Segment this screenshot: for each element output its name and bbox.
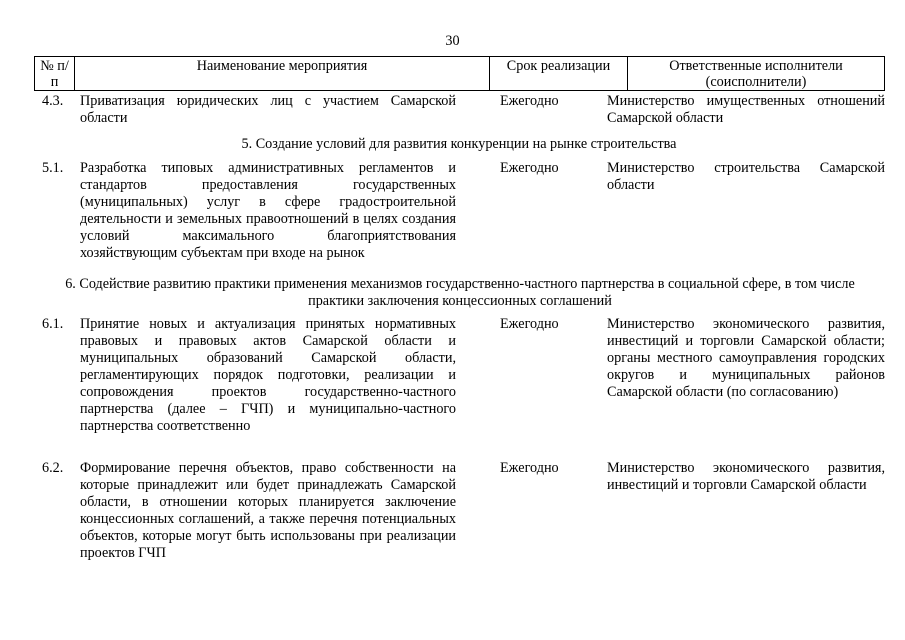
header-name: Наименование мероприятия [75, 57, 490, 91]
row-term: Ежегодно [500, 160, 559, 176]
row-name: Разработка типовых административных регламентов и стандартов предоставления государственных (муниципальных) услуг в сфере градостроительной деятельности и земельных правоотношений в целях создания условий максимального благоприятствования хозяйствующим субъектам при входе на рынок [80, 160, 456, 261]
row-name: Приватизация юридических лиц с участием Самарской области [80, 93, 456, 126]
row-num: 5.1. [42, 160, 64, 176]
row-num: 4.3. [42, 93, 64, 109]
row-resp: Министерство имущественных отношений Самарской области [607, 93, 885, 126]
row-name: Принятие новых и актуализация принятых нормативных правовых и правовых актов Самарской области и муниципальных образований Самарской области, регламентирующих порядок подготовки, реализации и сопровождения проектов государственно-частного партнерства (далее – ГЧП) и муниципально-частного партнерства соответственно [80, 316, 456, 434]
header-term: Срок реализации [490, 57, 628, 91]
header-resp: Ответственные исполнители (соисполнители) [628, 57, 885, 91]
section-title: 5. Создание условий для развития конкуренции на рынке строительства [241, 136, 677, 152]
section-title: 6. Содействие развитию практики применения механизмов государственно-частного партнерства в социальной сфере, в том числе практики заключения концессионных соглашений [65, 276, 855, 309]
page-number: 30 [445, 33, 460, 49]
row-name: Формирование перечня объектов, право собственности на которые принадлежит или будет принадлежать Самарской области, в отношении которых планируется заключение концессионных соглашений, а также перечня потенциальных объектов, которые могут быть использованы при реализации проектов ГЧП [80, 460, 456, 561]
header-num: № п/п [35, 57, 75, 91]
row-resp: Министерство строительства Самарской области [607, 160, 885, 193]
row-resp: Министерство экономического развития, инвестиций и торговли Самарской области; органы местного самоуправления городских округов и муниципальных районов Самарской области (по согласованию) [607, 316, 885, 400]
row-num: 6.2. [42, 460, 64, 476]
row-term: Ежегодно [500, 460, 559, 476]
row-resp: Министерство экономического развития, инвестиций и торговли Самарской области [607, 460, 885, 493]
row-term: Ежегодно [500, 316, 559, 332]
row-num: 6.1. [42, 316, 64, 332]
table-header [34, 56, 885, 91]
row-term: Ежегодно [500, 93, 559, 109]
